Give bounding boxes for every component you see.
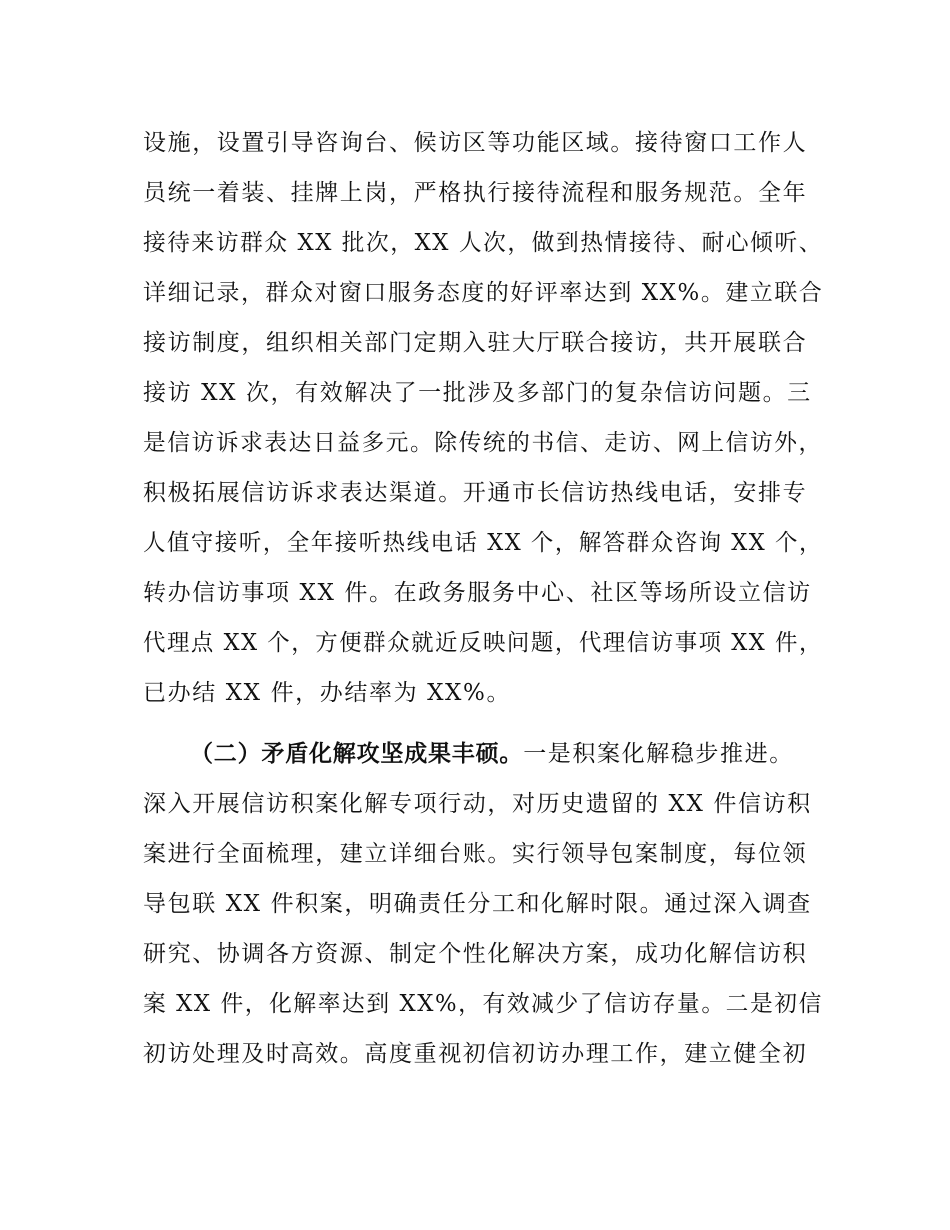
text-line: 详细记录，群众对窗口服务态度的好评率达到 XX%。建立联合 <box>143 280 824 306</box>
text-line: 深入开展信访积案化解专项行动，对历史遗留的 XX 件信访积 <box>143 791 812 817</box>
text-line: 研究、协调各方资源、制定个性化解决方案，成功化解信访积 <box>143 941 808 967</box>
heading-continuation: 一是积案化解稳步推进。 <box>523 741 794 767</box>
text-line: 案 XX 件，化解率达到 XX%，有效减少了信访存量。二是初信 <box>143 991 823 1017</box>
text-line: 接访 XX 次，有效解决了一批涉及多部门的复杂信访问题。三 <box>143 380 812 406</box>
text-line: 员统一着装、挂牌上岗，严格执行接待流程和服务规范。全年 <box>143 180 808 206</box>
text-line: 设施，设置引导咨询台、候访区等功能区域。接待窗口工作人 <box>143 130 808 156</box>
text-line: 案进行全面梳理，建立详细台账。实行领导包案制度，每位领 <box>143 841 808 867</box>
text-line: 接待来访群众 XX 批次，XX 人次，做到热情接待、耐心倾听、 <box>143 230 824 256</box>
text-line: 转办信访事项 XX 件。在政务服务中心、社区等场所设立信访 <box>143 580 812 606</box>
text-line: 代理点 XX 个，方便群众就近反映问题，代理信访事项 XX 件， <box>143 630 823 656</box>
paragraph-first-line <box>190 734 794 774</box>
text-line: 已办结 XX 件，办结率为 XX%。 <box>143 680 512 706</box>
text-line: 导包联 XX 件积案，明确责任分工和化解时限。通过深入调查 <box>143 891 812 917</box>
text-line: 是信访诉求表达日益多元。除传统的书信、走访、网上信访外， <box>143 430 823 456</box>
text-line: 初访处理及时高效。高度重视初信初访办理工作，建立健全初 <box>143 1041 808 1067</box>
text-line: 接访制度，组织相关部门定期入驻大厅联合接访，共开展联合 <box>143 330 808 356</box>
section-heading: （二）矛盾化解攻坚成果丰硕。 <box>190 741 524 767</box>
text-line: 人值守接听，全年接听热线电话 XX 个，解答群众咨询 XX 个， <box>143 530 823 556</box>
text-line: 积极拓展信访诉求表达渠道。开通市长信访热线电话，安排专 <box>143 480 808 506</box>
